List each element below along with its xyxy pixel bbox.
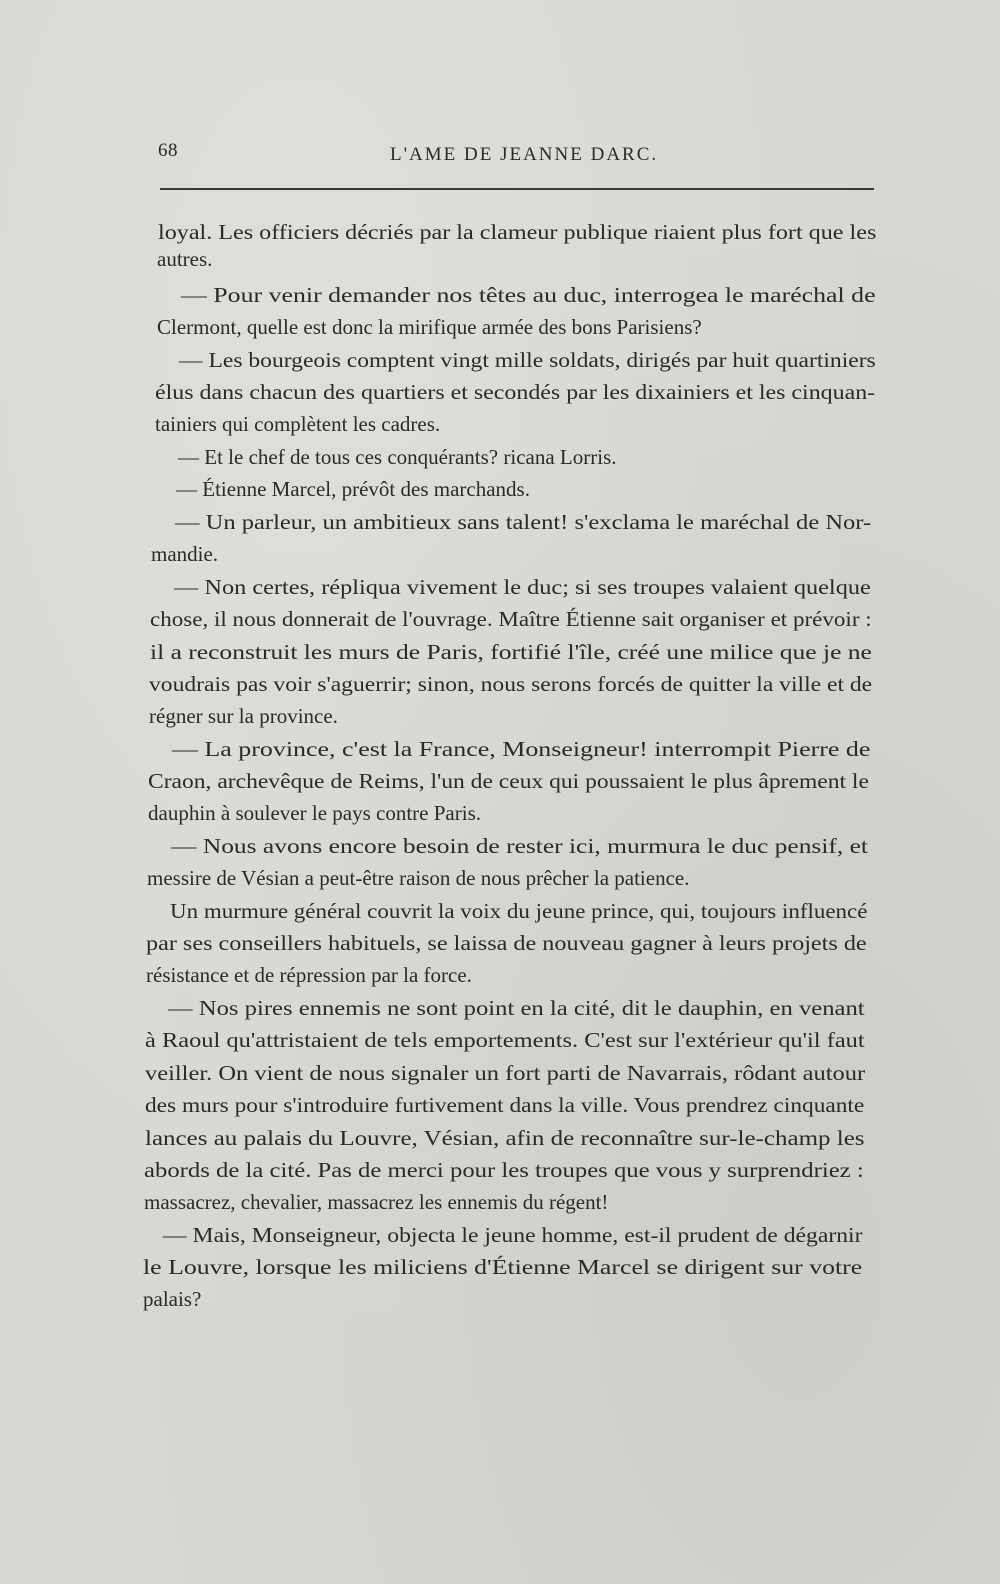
text-line: Craon, archevêque de Reims, l'un de ceux qui poussaient le plus âprement le (148, 769, 869, 793)
text-line: palais? (143, 1287, 202, 1311)
text-line: dauphin à soulever le pays contre Paris. (148, 801, 481, 825)
text-line: — Nous avons encore besoin de rester ici, murmura le duc pensif, et (171, 834, 868, 858)
text-line: — Pour venir demander nos têtes au duc, interrogea le maréchal de (181, 283, 876, 307)
text-line: élus dans chacun des quartiers et secondés par les dixainiers et les cinquan- (155, 380, 876, 404)
page-number: 68 (158, 140, 178, 161)
text-line: loyal. Les officiers décriés par la clameur publique riaient plus fort que les (158, 220, 877, 244)
text-line: — La province, c'est la France, Monseigneur! interrompit Pierre de (172, 737, 871, 761)
running-title: L'AME DE JEANNE DARC. (390, 144, 659, 165)
text-line: messire de Vésian a peut-être raison de nous prêcher la patience. (147, 866, 690, 890)
text-line: voudrais pas voir s'aguerrir; sinon, nous serons forcés de quitter la ville et de (149, 672, 873, 696)
text-line: Clermont, quelle est donc la mirifique armée des bons Parisiens? (157, 315, 702, 339)
text-line: lances au palais du Louvre, Vésian, afin de reconnaître sur-le-champ les (145, 1126, 865, 1150)
text-line: massacrez, chevalier, massacrez les ennemis du régent! (144, 1190, 609, 1214)
text-line: mandie. (151, 542, 219, 566)
text-line: Un murmure général couvrit la voix du jeune prince, qui, toujours influencé (170, 899, 868, 923)
text-line: — Nos pires ennemis ne sont point en la cité, dit le dauphin, en venant (168, 996, 865, 1020)
text-line: résistance et de répression par la force. (146, 963, 472, 987)
text-line: à Raoul qu'attristaient de tels emportements. C'est sur l'extérieur qu'il faut (145, 1028, 865, 1052)
text-line: — Étienne Marcel, prévôt des marchands. (176, 477, 530, 501)
text-line: veiller. On vient de nous signaler un fort parti de Navarrais, rôdant autour (145, 1061, 866, 1085)
text-line: tainiers qui complètent les cadres. (155, 412, 441, 436)
text-line: le Louvre, lorsque les miliciens d'Étienne Marcel se dirigent sur votre (143, 1255, 863, 1279)
text-line: — Mais, Monseigneur, objecta le jeune homme, est-il prudent de dégarnir (163, 1223, 863, 1247)
text-line: — Les bourgeois comptent vingt mille soldats, dirigés par huit quartiniers (179, 348, 876, 372)
text-line: abords de la cité. Pas de merci pour les troupes que vous y surprendriez : (144, 1158, 864, 1182)
text-line: régner sur la province. (149, 704, 338, 728)
text-line: — Non certes, répliqua vivement le duc; si ses troupes valaient quelque (174, 575, 871, 599)
text-line: — Et le chef de tous ces conquérants? ricana Lorris. (178, 445, 617, 469)
text-line: des murs pour s'introduire furtivement dans la ville. Vous prendrez cinquante (145, 1093, 865, 1117)
text-line: — Un parleur, un ambitieux sans talent! s'exclama le maréchal de Nor- (175, 510, 872, 534)
text-line: chose, il nous donnerait de l'ouvrage. Maître Étienne sait organiser et prévoir : (150, 607, 872, 631)
text-line: autres. (157, 247, 213, 271)
text-line: il a reconstruit les murs de Paris, fortifié l'île, créé une milice que je ne (150, 640, 872, 664)
text-line: par ses conseillers habituels, se laissa de nouveau gagner à leurs projets de (146, 931, 867, 955)
